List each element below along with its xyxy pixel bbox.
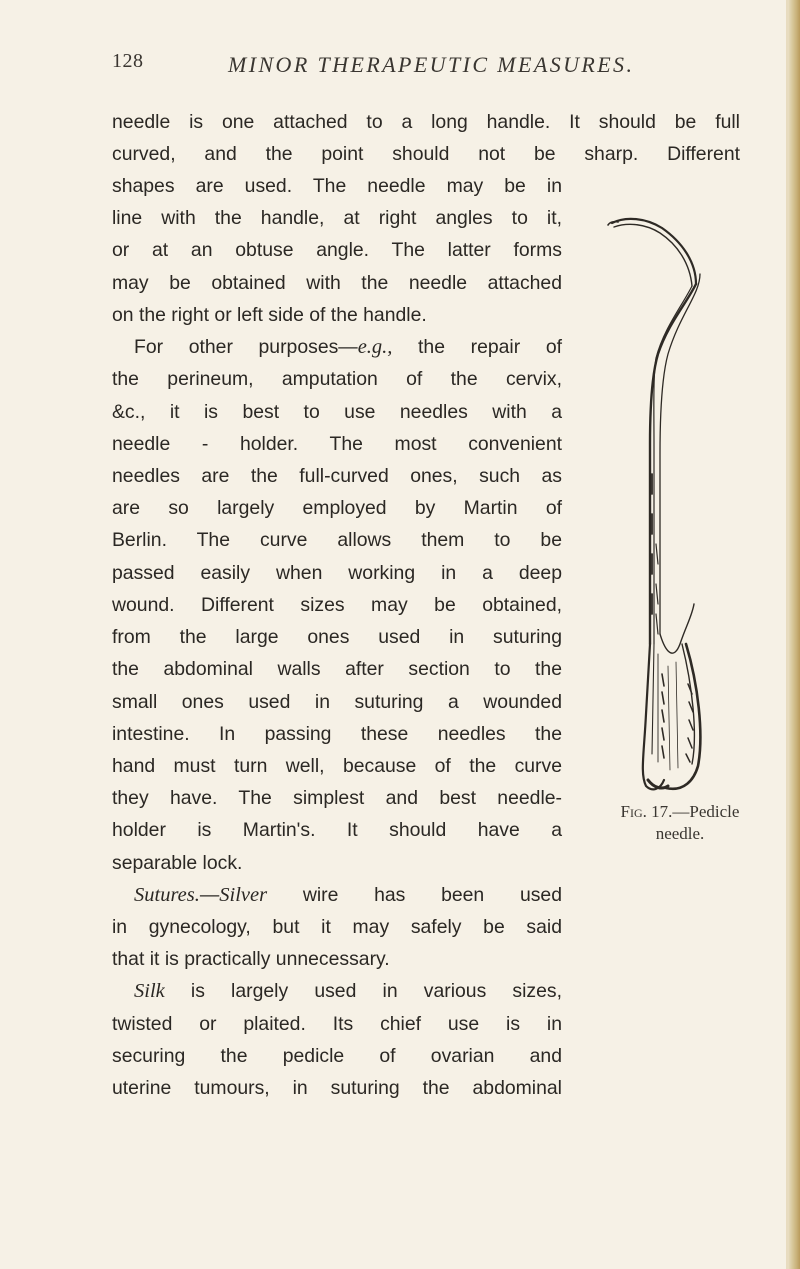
text-line: [112, 975, 562, 1007]
text-line: in gynecology, but it may safely be said: [112, 916, 562, 939]
text-line: hand must turn well, because of the curve: [112, 754, 562, 777]
caption-fig-label: Fig.: [620, 802, 647, 821]
text-line: that it is practically unnecessary.: [112, 948, 390, 971]
text-line: needle - holder. The most convenient: [112, 432, 562, 455]
text-line: the abdominal walls after section to the: [112, 658, 562, 681]
full-width-text: [112, 106, 740, 170]
running-head: MINOR THERAPEUTIC MEASURES.: [228, 52, 635, 77]
text-line: intestine. In passing these needles the: [112, 722, 562, 745]
text-line: &c., it is best to use needles with a: [112, 400, 562, 423]
text-line: or at an obtuse angle. The latter forms: [112, 239, 562, 262]
caption-line: [595, 801, 765, 823]
text-line: the perineum, amputation of the cervix,: [112, 368, 562, 391]
italic-text: Silver: [219, 883, 268, 906]
paragraph-3: [112, 879, 562, 976]
page-header: [0, 50, 780, 90]
text-run: is largely used in various sizes,: [164, 980, 562, 1003]
text-line: [112, 331, 562, 363]
italic-text: Silk: [134, 980, 165, 1003]
text-column: [112, 170, 562, 1104]
italic-text: e.g.,: [357, 336, 393, 359]
text-line: passed easily when working in a deep: [112, 561, 562, 584]
page-number: 128: [112, 50, 144, 72]
text-line: separable lock.: [112, 851, 243, 874]
text-line: twisted or plaited. Its chief use is in: [112, 1012, 562, 1035]
text-line: [112, 879, 562, 911]
text-line: Berlin. The curve allows them to be: [112, 529, 562, 552]
pedicle-needle-figure: [596, 214, 716, 794]
text-line: line with the handle, at right angles to it,: [112, 207, 562, 230]
page-edge: [786, 0, 800, 1269]
text-line: uterine tumours, in suturing the abdominal: [112, 1077, 562, 1100]
text-line: they have. The simplest and best needle-: [112, 787, 562, 810]
text-run: the repair of: [392, 336, 562, 359]
text-run: —: [199, 883, 220, 906]
text-line: curved, and the point should not be sharp. Different: [112, 143, 740, 166]
text-line: shapes are used. The needle may be in: [112, 175, 562, 197]
text-line: wound. Different sizes may be obtained,: [112, 593, 562, 616]
text-line: needle is one attached to a long handle. It should be full: [112, 111, 740, 133]
text-line: holder is Martin's. It should have a: [112, 819, 562, 842]
text-line: are so largely employed by Martin of: [112, 497, 562, 520]
pedicle-needle-icon: [596, 214, 716, 794]
caption-text: 17.—Pedicle: [646, 802, 740, 821]
text-run: For other purposes—: [134, 336, 358, 359]
text-line: small ones used in suturing a wounded: [112, 690, 562, 713]
text-line: may be obtained with the needle attached: [112, 271, 562, 294]
caption-line: needle.: [655, 824, 705, 843]
paragraph-1: [112, 170, 562, 331]
text-line: securing the pedicle of ovarian and: [112, 1044, 562, 1067]
text-line: needles are the full-curved ones, such as: [112, 464, 562, 487]
paragraph-4: [112, 975, 562, 1104]
figure-caption: [595, 801, 765, 845]
text-run: wire has been used: [267, 883, 562, 906]
text-line: from the large ones used in suturing: [112, 626, 562, 649]
italic-text: Sutures.: [134, 883, 200, 906]
text-line: on the right or left side of the handle.: [112, 303, 427, 326]
paragraph-2: [112, 331, 562, 879]
